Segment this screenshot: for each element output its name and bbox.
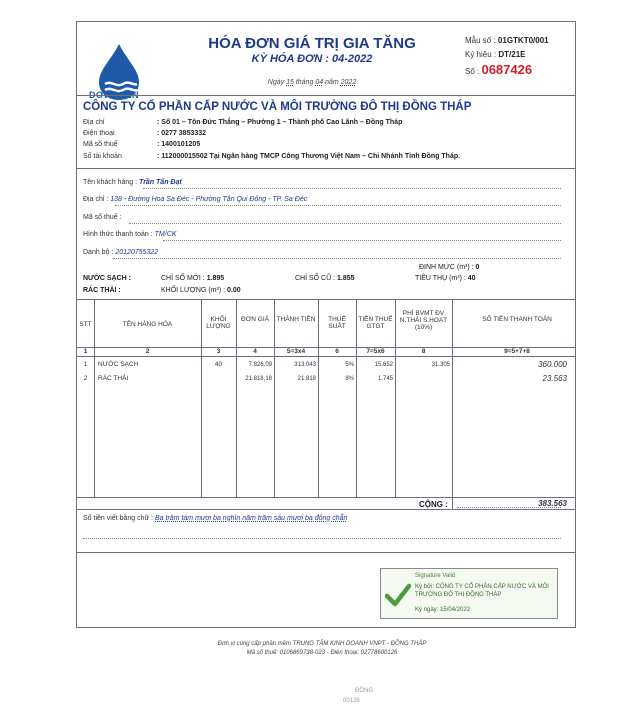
total-label: CỘNG : [419,500,448,509]
invoice-symbol: Ký hiệu : DT/21E [465,50,526,59]
company-account: : 112000015502 Tại Ngân hàng TMCP Công Thương Việt Nam – Chi Nhánh Tỉnh Đồng Tháp. [157,153,461,160]
consumption: TIÊU THỤ (m³) : 40 [415,275,476,282]
company-tax-label: Mã số thuế [83,141,118,148]
divider [77,552,575,553]
header-total: SỐ TIỀN THANH TOÁN [482,316,552,323]
checkmark-icon [385,583,411,607]
waste-label: RÁC THẢI : [83,287,121,294]
payment-method-row: Hình thức thanh toán : TM/CK [83,231,177,238]
table-total-border [77,497,575,498]
header-qty: KHỐI LƯỢNG [206,316,231,330]
customer-name-row: Tên khách hàng : Trần Tấn Đạt [83,179,182,186]
header-fee: PHÍ BVMT ĐV N.THẢI S.HOẠT (10%) [399,310,448,331]
header-price: ĐƠN GIÁ [241,316,269,323]
customer-name: Trần Tấn Đạt [139,179,182,186]
bleed-text: 00126 [343,698,360,704]
company-phone: : 0277 3853332 [157,130,207,137]
header-rate: THUẾ SUẤT [328,316,346,330]
signature-status: Signature Valid [415,573,456,579]
invoice-date: Ngày 15 tháng 04 năm 2022 [267,79,357,86]
invoice-title: HÓA ĐƠN GIÁ TRỊ GIA TĂNG [208,35,416,52]
header-amount: THÀNH TIỀN [276,316,316,323]
invoice-period: KỲ HÓA ĐƠN : 04-2022 [251,53,373,65]
total-value: 383.563 [538,499,567,508]
footer-provider: Đơn vị cung cấp phần mềm TRUNG TÂM KINH DOANH VNPT - ĐỒNG THÁP [217,641,427,647]
company-name: CÔNG TY CỔ PHẦN CẤP NƯỚC VÀ MÔI TRƯỜNG ĐÔ THỊ ĐỒNG THÁP [83,101,472,113]
header-stt: STT [79,321,92,328]
digital-signature-box [380,568,558,619]
customer-book-row: Danh bộ : 20120755322 [83,249,159,256]
customer-book: 20120755322 [115,249,159,256]
payment-method: TM/CK [154,231,177,238]
invoice-frame: DOWASEN HÓA ĐƠN GIÁ TRỊ GIA TĂNG KỲ HÓA ĐƠN : 04-2022 Ngày 15 tháng 04 năm 2022 Mẫu số : 01GTKT0/001 Ký hiệu : DT/21E Số : 0687426 CÔNG TY CỔ PHẦN CẤP NƯỚC VÀ MÔI TRƯỜNG ĐÔ THỊ ĐỒNG THÁP Địa chỉ : Số 01 – Tôn Đức Thắng – Phường 1 – Thành phố Cao Lãnh – Đồng Tháp Điện thoại : 0277 3853332 Mã số thuế : 1400101205 Số tài khoản : 112000015502 Tại Ngân hàng TMCP Công Thương Việt Nam – Chi Nhánh Tỉnh Đồng Tháp. Tên khách hàng : Trần Tấn Đạt Địa chỉ : 138 - Đường Hoa Sa Đéc - Phường Tân Qui Đông - TP. Sa Đéc Mã số thuế : Hình thức thanh toán : TM/CK Danh bộ : 20120755322 ĐỊNH MỨC (m³) : 0 NƯỚC SẠCH : CHỈ SỐ MỚI : 1.895 CHỈ SỐ CŨ : 1.855 TIÊU THỤ (m³) : 40 RÁC THẢI : KHỐI LƯỢNG (m³) : 0.00 STT TÊN HÀNG HÓA KHỐI LƯỢNG ĐƠN GIÁ THÀNH TIỀN THUẾ SUẤT TIỀN THUẾ GTGT PHÍ BVMT ĐV N.THẢI S.HOẠT (10%) SỐ TIỀN THANH TOÁN 1 2 3 4 5=3x4 6 7=5x6 8 9=5+7+8 1 NƯỚC SẠCH 40 7.826,09 313.043 5% 15.652 31.305 360.000 2 RÁC THẢI 21.818,18 21.818 8% 1.745 23.563 CỘNG : 383.563 Số tiền viết bằng chữ : Ba trăm tám mươi ba nghìn năm trăm sáu mươi ba đồng chẵn Signature Valid Ký bởi: CÔNG TY CỔ PHẦN CẤP NƯỚC VÀ MÔI TRƯỜNG ĐÔ THỊ ĐỒNG THÁP Ký ngày: 15/04/2022 [76,21,576,628]
norm-row: ĐỊNH MỨC (m³) : 0 [419,264,480,271]
form-number: Mẫu số : 01GTKT0/001 [465,36,549,45]
customer-address: 138 - Đường Hoa Sa Đéc - Phường Tân Qui Đông - TP. Sa Đéc [110,196,308,203]
company-phone-label: Điện thoại [83,130,115,137]
waste-volume: KHỐI LƯỢNG (m³) : 0.00 [161,287,241,294]
new-reading: CHỈ SỐ MỚI : 1.895 [161,275,225,282]
logo-text: DOWASEN [89,90,140,100]
customer-tax-row: Mã số thuế : [83,214,122,221]
water-label: NƯỚC SẠCH : [83,275,131,282]
old-reading: CHỈ SỐ CŨ : 1.855 [295,275,355,282]
company-tax: : 1400101205 [157,141,201,148]
header-item: TÊN HÀNG HÓA [122,321,173,328]
table-top-border [77,299,575,300]
divider [77,168,575,169]
signature-signer: Ký bởi: CÔNG TY CỔ PHẦN CẤP NƯỚC VÀ MÔI TRƯỜNG ĐÔ THỊ ĐỒNG THÁP [415,584,549,598]
bleed-text: ĐỒNG [355,688,373,694]
company-address-label: Địa chỉ [83,119,105,126]
divider [77,95,575,96]
company-account-label: Số tài khoản [83,153,122,160]
invoice-number: Số : 0687426 [465,62,533,77]
table-bottom-border [77,509,575,510]
amount-words: Ba trăm tám mươi ba nghìn năm trăm sáu mươi ba đồng chẵn [155,515,348,522]
company-address: : Số 01 – Tôn Đức Thắng – Phường 1 – Thành phố Cao Lãnh – Đồng Tháp [157,119,403,126]
amount-words-row: Số tiền viết bằng chữ : Ba trăm tám mươi ba nghìn năm trăm sáu mươi ba đồng chẵn [83,515,348,522]
signature-date: Ký ngày: 15/04/2022 [415,607,471,613]
footer-contact: Mã số thuế: 0106869738-023 - Điện thoại: 02778600126 [246,650,398,656]
header-vat: TIỀN THUẾ GTGT [358,316,393,330]
customer-address-row: Địa chỉ : 138 - Đường Hoa Sa Đéc - Phường Tân Qui Đông - TP. Sa Đéc [83,196,308,203]
